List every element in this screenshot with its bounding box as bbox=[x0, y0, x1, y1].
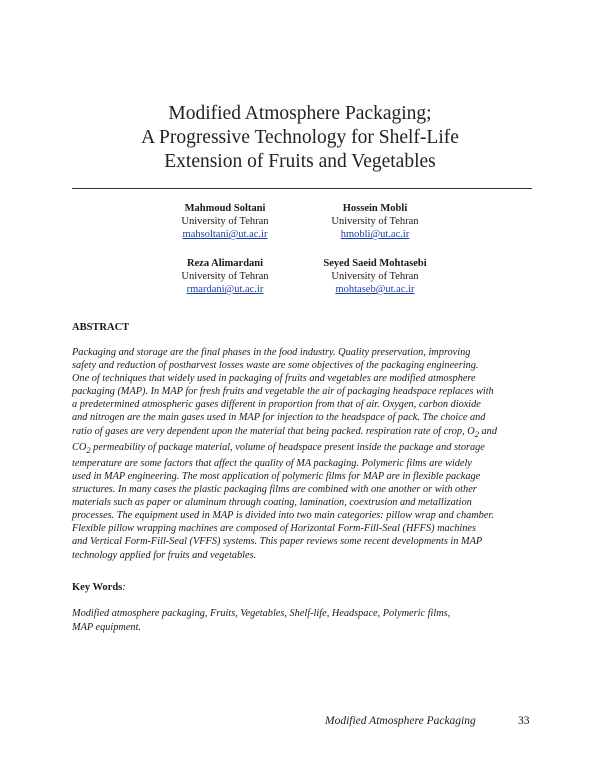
author-email-link[interactable]: mahsoltani@ut.ac.ir bbox=[182, 229, 268, 240]
abstract-heading: ABSTRACT bbox=[72, 322, 130, 333]
keywords-colon: : bbox=[122, 582, 126, 593]
author-affiliation: University of Tehran bbox=[181, 271, 269, 282]
abstract-line-text: ratio of gases are very dependent upon the material that being packed. respiration rate of crop, O bbox=[72, 425, 475, 437]
abstract-line: materials such as paper or aluminum through coating, lamination, coextrusion and metallization bbox=[72, 497, 472, 509]
author-name: Reza Alimardani bbox=[186, 258, 264, 269]
abstract-line: packaging (MAP). In MAP for fresh fruits and vegetable the air of packaging headspace replaces with bbox=[72, 386, 494, 398]
author-name: Seyed Saeid Mohtasebi bbox=[323, 258, 427, 269]
abstract-line: Packaging and storage are the final phases in the food industry. Quality preservation, improving bbox=[72, 347, 471, 358]
abstract-line: used in MAP engineering. The most application of polymeric films for MAP are in flexible package bbox=[72, 470, 481, 482]
keywords-line: Modified atmosphere packaging, Fruits, Vegetables, Shelf-life, Headspace, Polymeric films, bbox=[72, 608, 451, 619]
author-email-link[interactable]: rmardani@ut.ac.ir bbox=[186, 284, 264, 295]
abstract-body bbox=[72, 346, 532, 562]
author-affiliation: University of Tehran bbox=[181, 216, 269, 227]
title-line: Modified Atmosphere Packaging; bbox=[168, 103, 432, 124]
title-line: A Progressive Technology for Shelf-Life bbox=[141, 127, 459, 148]
abstract-line: and Vertical Form-Fill-Seal (VFFS) systems. This paper reviews some recent developments in MAP bbox=[72, 536, 483, 548]
paper-title bbox=[0, 102, 600, 174]
keywords-heading bbox=[72, 582, 126, 593]
keywords-line: MAP equipment. bbox=[72, 621, 142, 633]
abstract-line: technology applied for fruits and vegetables. bbox=[72, 549, 257, 561]
abstract-line: structures. In many cases the plastic packaging films are combined with one another or with other bbox=[72, 484, 477, 496]
abstract-line bbox=[72, 441, 532, 457]
author-affiliation: University of Tehran bbox=[331, 216, 419, 227]
page-number: 33 bbox=[518, 715, 530, 727]
footer-running-title: Modified Atmosphere Packaging bbox=[325, 715, 476, 727]
abstract-line bbox=[72, 425, 532, 441]
author-block bbox=[285, 202, 465, 241]
abstract-line: safety and reduction of postharvest losses waste are some objectives of the packaging engineering. bbox=[72, 360, 479, 372]
author-name: Mahmoud Soltani bbox=[184, 203, 266, 214]
abstract-line: temperature are some factors that affect the quality of MA packaging. Polymeric films are widely bbox=[72, 457, 472, 469]
abstract-line: a predetermined atmospheric gases different in proportion from that of air. Oxygen, carbon dioxide bbox=[72, 399, 481, 411]
keywords-list bbox=[72, 607, 532, 634]
abstract-line: One of techniques that widely used in packaging of fruits and vegetables are modified atmosphere bbox=[72, 373, 476, 385]
abstract-line: and nitrogen are the main gases used in MAP for injection to the headspace of pack. The choice and bbox=[72, 412, 486, 424]
abstract-line: Flexible pillow wrapping machines are composed of Horizontal Form-Fill-Seal (HFFS) machines bbox=[72, 523, 476, 535]
author-email-link[interactable]: mohtaseb@ut.ac.ir bbox=[335, 284, 415, 295]
subscript-two: 2 bbox=[474, 428, 479, 439]
author-email-link[interactable]: hmobli@ut.ac.ir bbox=[340, 229, 410, 240]
author-affiliation: University of Tehran bbox=[331, 271, 419, 282]
abstract-line-text: and bbox=[478, 425, 497, 437]
title-divider bbox=[72, 188, 532, 189]
subscript-two: 2 bbox=[86, 444, 91, 455]
abstract-line: processes. The equipment used in MAP is divided into two main categories: pillow wrap and chamber. bbox=[72, 510, 494, 522]
abstract-line-text: CO bbox=[72, 441, 87, 453]
keywords-heading-text: Key Words bbox=[72, 582, 123, 593]
author-name: Hossein Mobli bbox=[342, 203, 408, 214]
author-block bbox=[285, 257, 465, 296]
abstract-line-text: permeability of package material, volume of headspace present inside the package and storage bbox=[90, 441, 485, 453]
title-line: Extension of Fruits and Vegetables bbox=[164, 151, 436, 172]
